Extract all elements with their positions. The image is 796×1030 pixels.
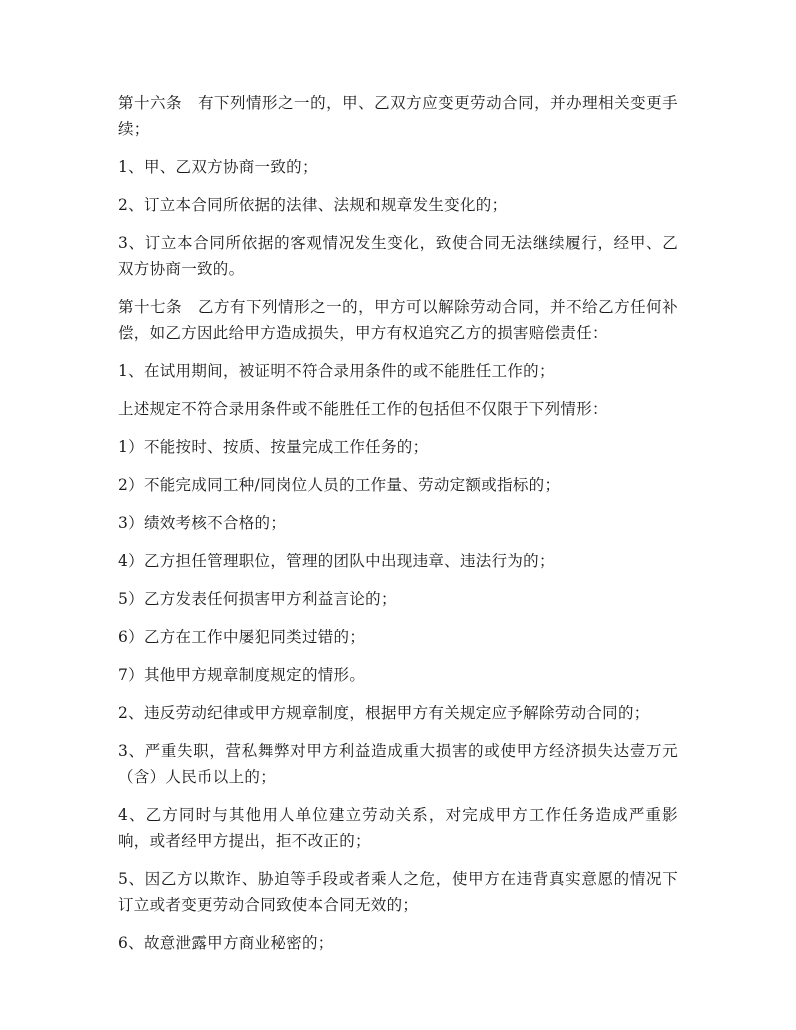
article-17-item-5: 5、因乙方以欺诈、胁迫等手段或者乘人之危，使甲方在违背真实意愿的情况下订立或者变更劳动合同致使本合同无效的； [118, 870, 678, 914]
probation-criterion-7: 7）其他甲方规章制度规定的情形。 [118, 666, 366, 684]
article-17-heading: 第十七条 乙方有下列情形之一的，甲方可以解除劳动合同，并不给乙方任何补偿，如乙方因此给甲方造成损失，甲方有权追究乙方的损害赔偿责任： [118, 298, 678, 342]
probation-criterion-4: 4）乙方担任管理职位，管理的团队中出现违章、违法行为的； [118, 552, 555, 570]
article-17-item-4: 4、乙方同时与其他用人单位建立劳动关系，对完成甲方工作任务造成严重影响，或者经甲方提出，拒不改正的； [118, 806, 678, 850]
article-16-heading: 第十六条 有下列情形之一的，甲、乙双方应变更劳动合同，并办理相关变更手续； [118, 94, 678, 138]
article-17-item-2: 2、违反劳动纪律或甲方规章制度，根据甲方有关规定应予解除劳动合同的； [118, 704, 650, 722]
probation-criterion-5: 5）乙方发表任何损害甲方利益言论的； [118, 590, 397, 608]
article-17-item-1: 1、在试用期间，被证明不符合录用条件的或不能胜任工作的； [118, 362, 555, 380]
probation-criterion-2: 2）不能完成同工种/同岗位人员的工作量、劳动定额或指标的； [118, 476, 561, 494]
article-16-item-3: 3、订立本合同所依据的客观情况发生变化，致使合同无法继续履行，经甲、乙双方协商一致的。 [118, 234, 678, 278]
probation-criterion-6: 6）乙方在工作中屡犯同类过错的； [118, 628, 366, 646]
article-16-item-1: 1、甲、乙双方协商一致的； [118, 158, 318, 176]
probation-criterion-1: 1）不能按时、按质、按量完成工作任务的； [118, 438, 429, 456]
article-17-item-6: 6、故意泄露甲方商业秘密的； [118, 934, 334, 952]
probation-criteria-intro: 上述规定不符合录用条件或不能胜任工作的包括但不仅限于下列情形： [118, 400, 608, 418]
article-16-item-2: 2、订立本合同所依据的法律、法规和规章发生变化的； [118, 196, 508, 214]
article-17-item-3: 3、严重失职，营私舞弊对甲方利益造成重大损害的或使甲方经济损失达壹万元（含）人民币以上的； [118, 742, 678, 786]
probation-criterion-3: 3）绩效考核不合格的； [118, 514, 287, 532]
